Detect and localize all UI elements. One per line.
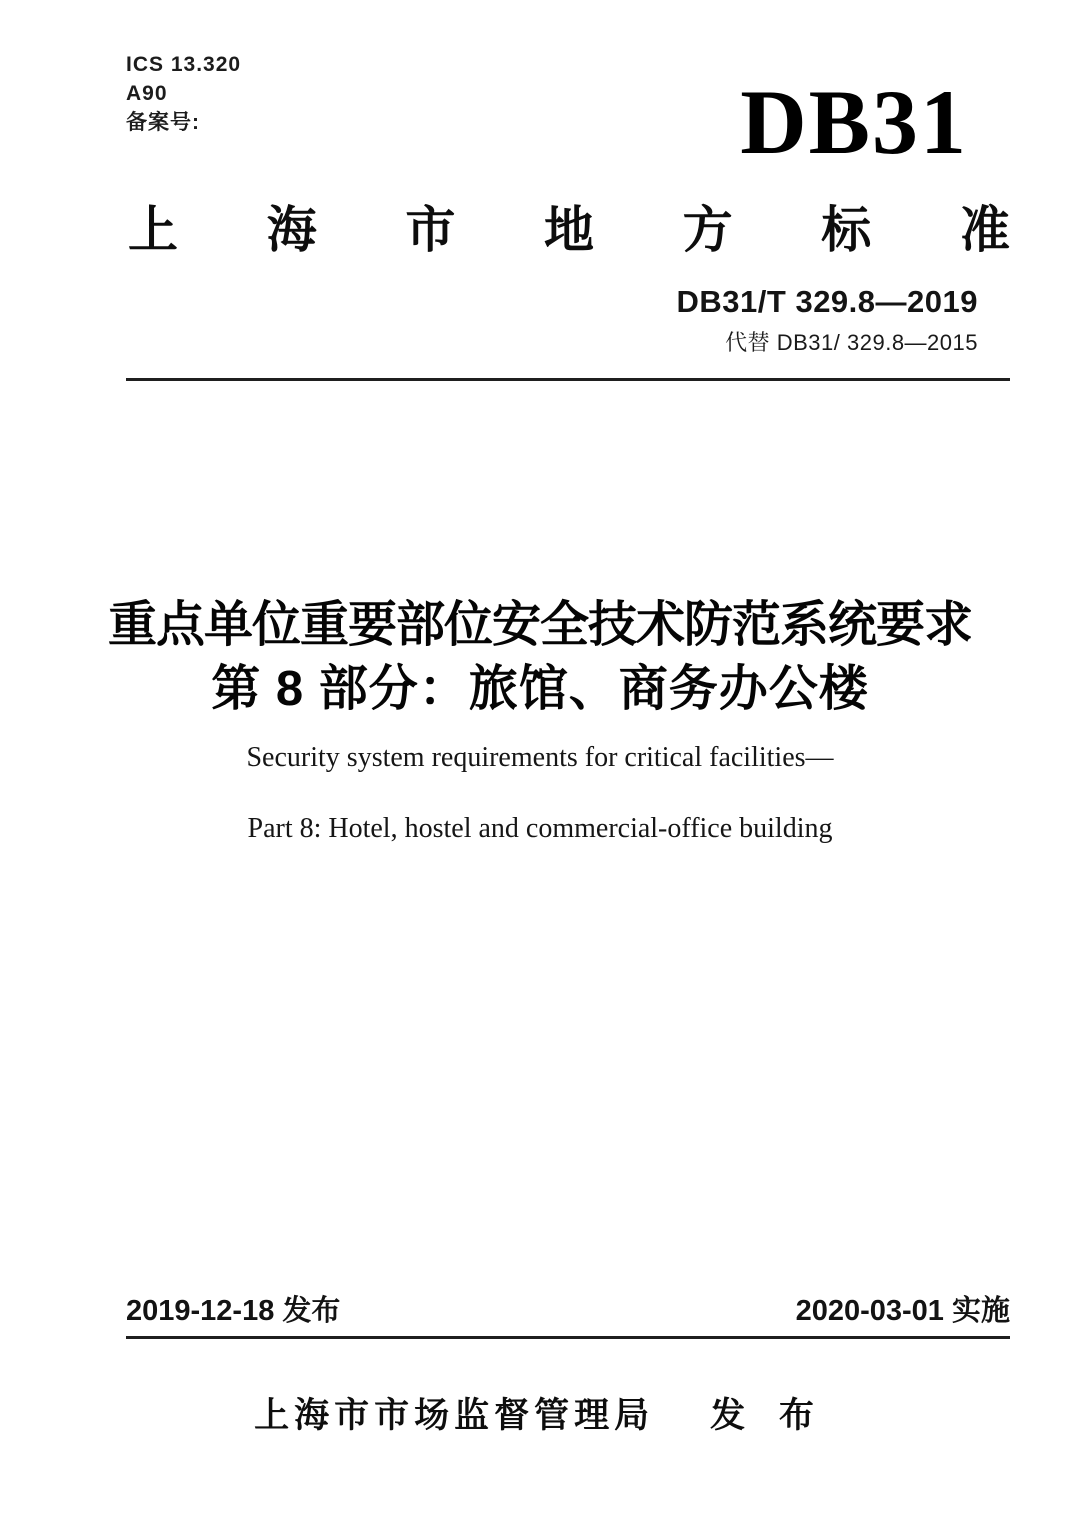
standard-title-char: 上: [128, 202, 178, 258]
implementation-date: 2020-03-01 实施: [795, 1295, 1010, 1327]
document-title-line2: 第 8 部分：旅馆、商务办公楼: [211, 662, 869, 716]
standard-title-char: 海: [266, 202, 317, 258]
standard-title-char: 方: [682, 202, 733, 258]
header-divider: [126, 378, 1010, 381]
standard-title-char: 标: [821, 202, 872, 258]
standard-number: DB31/T 329.8—2019: [676, 284, 978, 319]
issue-date: 2019-12-18 发布: [126, 1295, 341, 1327]
ics-code: ICS 13.320: [126, 53, 242, 76]
publisher-name: 上海市市场监督管理局: [254, 1396, 655, 1435]
ics-block: [126, 50, 241, 137]
english-title-line1: Security system requirements for critical facilities—: [246, 742, 834, 773]
standard-title-char: 地: [543, 202, 594, 258]
standard-title-char: 市: [405, 202, 456, 258]
publisher-row: [0, 1388, 1080, 1438]
publish-label: 发 布: [710, 1396, 826, 1435]
classification-code: A90: [126, 82, 168, 105]
record-number-label: 备案号:: [126, 111, 200, 134]
date-row: [126, 1288, 1010, 1339]
document-title-line1: 重点单位重要部位安全技术防范系统要求: [107, 598, 972, 652]
standard-title-char: 准: [959, 202, 1010, 258]
local-standard-title-row: [128, 203, 1010, 258]
english-title-line2: Part 8: Hotel, hostel and commercial-office building: [247, 813, 833, 844]
db31-masthead: DB31: [740, 71, 968, 173]
replaces-note: 代替 DB31/ 329.8—2015: [725, 330, 978, 355]
